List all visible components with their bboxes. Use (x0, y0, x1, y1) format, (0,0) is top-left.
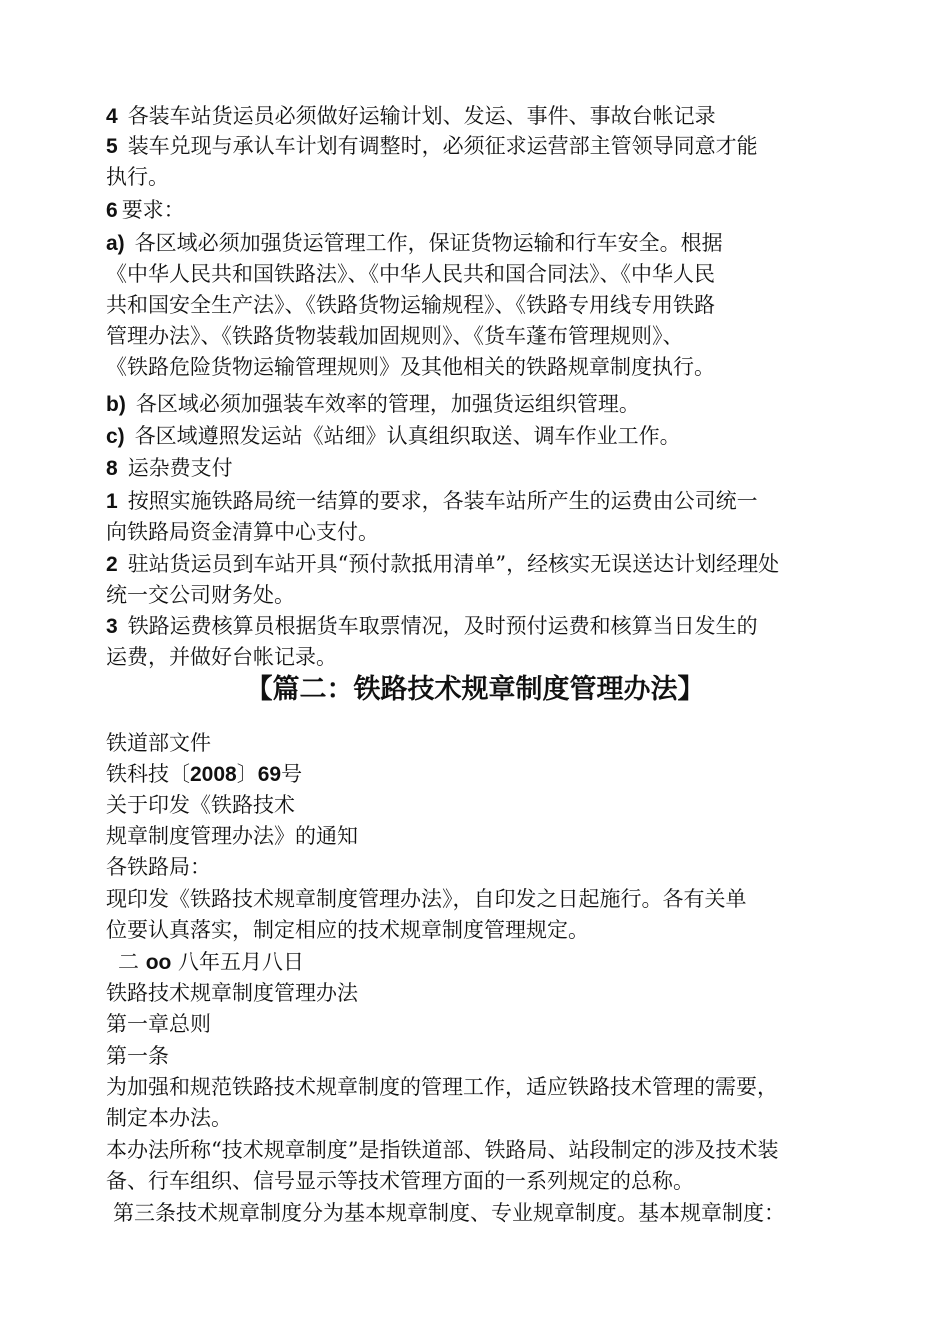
section-heading: 【篇二：铁路技术规章制度管理办法】 (245, 674, 705, 705)
item-number: 1 (106, 490, 118, 513)
sub-item-2-cont: 统一交公司财务处。 (106, 583, 295, 607)
recipient-line: 各铁路局： (106, 855, 211, 879)
sub-item-1 (106, 486, 758, 517)
date-pre: 二 (118, 950, 139, 974)
item-number: 6 (106, 199, 118, 222)
item-6 (106, 195, 185, 226)
item-text: 各区域必须加强装车效率的管理，加强货运组织管理。 (135, 392, 640, 416)
notice-title-line: 关于印发《铁路技术 (106, 793, 295, 817)
item-4 (106, 101, 716, 132)
date-oo: oo (145, 951, 172, 974)
body-line: 现印发《铁路技术规章制度管理办法》，自印发之日起施行。各有关单 (106, 887, 747, 911)
article-text: 备、行车组织、信号显示等技术管理方面的一系列规定的总称。 (106, 1169, 694, 1193)
doc-no-prefix: 铁科技〔 (106, 762, 190, 786)
item-number: 5 (106, 135, 118, 158)
body-line: 位要认真落实，制定相应的技术规章制度管理规定。 (106, 918, 589, 942)
item-a-line: 《铁路危险货物运输管理规则》及其他相关的铁路规章制度执行。 (106, 355, 715, 379)
item-text: 运杂费支付 (127, 456, 233, 480)
item-text: 按照实施铁路局统一结算的要求，各装车站所产生的运费由公司统一 (127, 489, 758, 513)
item-a-line: 《中华人民共和国铁路法》、《中华人民共和国合同法》、《中华人民 (106, 262, 715, 286)
item-number: 4 (106, 105, 118, 128)
notice-title-line: 规章制度管理办法》的通知 (106, 824, 358, 848)
item-number: b) (106, 393, 126, 416)
article-heading: 第一条 (106, 1044, 169, 1068)
item-number: 8 (106, 457, 118, 480)
doc-no-num: 69 (257, 763, 282, 786)
item-number: c) (106, 425, 125, 448)
item-c (106, 421, 681, 452)
article-text: 为加强和规范铁路技术规章制度的管理工作，适应铁路技术管理的需要， (106, 1075, 778, 1099)
item-number: a) (106, 232, 125, 255)
document-title: 铁路技术规章制度管理办法 (106, 981, 358, 1005)
item-text: 各装车站货运员必须做好运输计划、发运、事件、事故台帐记录 (127, 104, 716, 128)
item-5 (106, 131, 758, 162)
issuer-line: 铁道部文件 (106, 731, 211, 755)
item-text: 装车兑现与承认车计划有调整时，必须征求运营部主管领导同意才能 (127, 134, 758, 158)
sub-item-3 (106, 611, 758, 642)
item-text: 要求： (121, 198, 185, 222)
article-text: 制定本办法。 (106, 1106, 232, 1130)
chapter-title: 第一章总则 (106, 1012, 211, 1036)
date-post: 八年五月八日 (178, 950, 305, 974)
article-text: 第三条技术规章制度分为基本规章制度、专业规章制度。基本规章制度： (113, 1201, 785, 1225)
item-a-line: 共和国安全生产法》、《铁路货物运输规程》、《铁路专用线专用铁路 (106, 293, 715, 317)
date-line (118, 947, 304, 978)
doc-no-suffix: 号 (281, 762, 303, 786)
sub-item-2 (106, 549, 779, 580)
sub-item-1-cont: 向铁路局资金清算中心支付。 (106, 520, 379, 544)
item-a (106, 228, 723, 259)
sub-item-3-cont: 运费，并做好台帐记录。 (106, 645, 337, 669)
doc-no-mid: 〕 (236, 762, 258, 786)
article-text: 本办法所称“技术规章制度”是指铁道部、铁路局、站段制定的涉及技术装 (106, 1138, 779, 1162)
item-text: 驻站货运员到车站开具“预付款抵用清单”，经核实无误送达计划经理处 (127, 552, 780, 576)
item-number: 2 (106, 553, 118, 576)
item-number: 3 (106, 615, 118, 638)
item-text: 各区域必须加强货运管理工作，保证货物运输和行车安全。根据 (134, 231, 723, 255)
item-text: 各区域遵照发运站《站细》认真组织取送、调车作业工作。 (134, 424, 681, 448)
item-b (106, 389, 640, 420)
item-text: 铁路运费核算员根据货车取票情况，及时预付运费和核算当日发生的 (127, 614, 758, 638)
document-number (106, 759, 302, 790)
item-8 (106, 453, 233, 484)
item-a-line: 管理办法》、《铁路货物装载加固规则》、《货车蓬布管理规则》、 (106, 324, 684, 348)
item-5-cont: 执行。 (106, 165, 169, 189)
doc-no-year: 2008 (190, 763, 237, 786)
